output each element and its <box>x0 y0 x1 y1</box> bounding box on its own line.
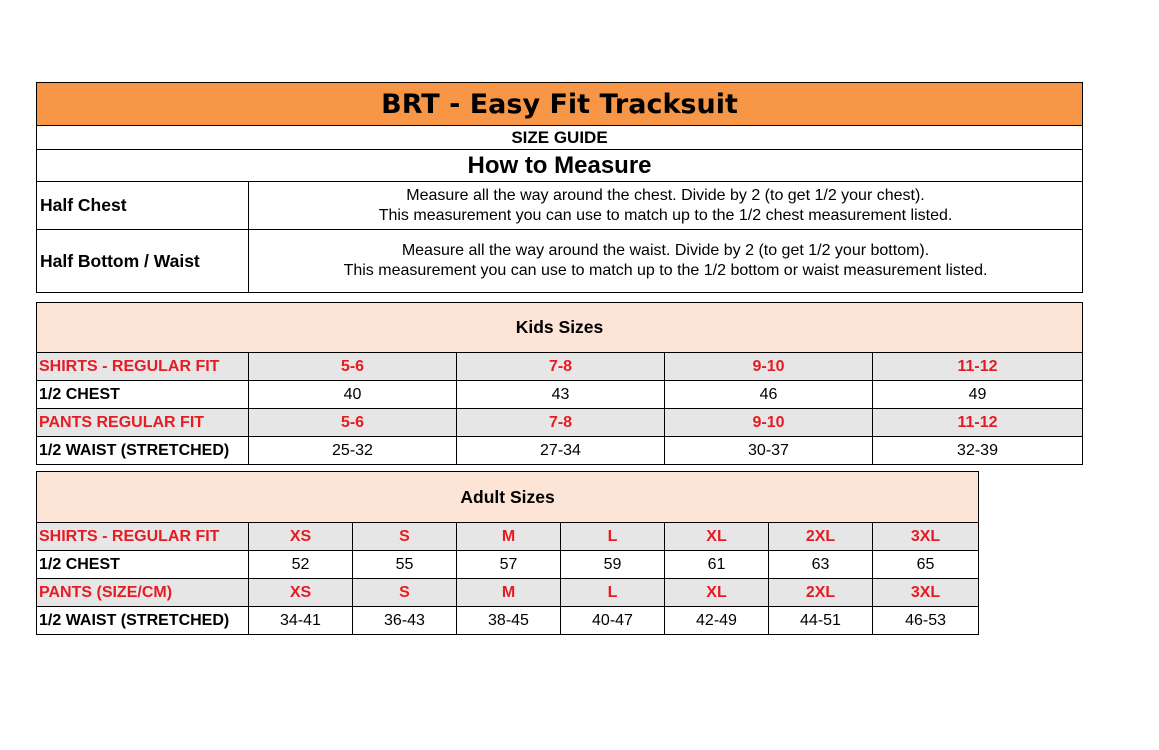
size-cell: 5-6 <box>249 353 457 381</box>
how-to-measure-heading: How to Measure <box>37 150 1083 182</box>
measure-guide-table <box>36 82 1083 293</box>
measure-description-line: Measure all the way around the chest. Divide by 2 (to get 1/2 your chest). <box>406 186 925 204</box>
measure-label: Half Chest <box>37 182 249 230</box>
table-row <box>37 381 1083 409</box>
value-cell: 43 <box>457 381 665 409</box>
measure-label: Half Bottom / Waist <box>37 230 249 293</box>
measure-description <box>249 182 1083 230</box>
size-cell: 9-10 <box>665 353 873 381</box>
size-cell: 11-12 <box>873 409 1083 437</box>
table-row <box>37 551 979 579</box>
measure-row-half-chest <box>37 182 1083 230</box>
size-cell: 5-6 <box>249 409 457 437</box>
value-cell: 32-39 <box>873 437 1083 465</box>
measure-description <box>249 230 1083 293</box>
measure-row-half-waist <box>37 230 1083 293</box>
value-cell: 34-41 <box>249 607 353 635</box>
kids-sizes-heading: Kids Sizes <box>37 303 1083 353</box>
size-cell: XS <box>249 579 353 607</box>
row-label: PANTS (SIZE/CM) <box>37 579 249 607</box>
size-cell: XL <box>665 579 769 607</box>
size-cell: 2XL <box>769 579 873 607</box>
value-cell: 65 <box>873 551 979 579</box>
size-cell: M <box>457 523 561 551</box>
value-cell: 40-47 <box>561 607 665 635</box>
value-cell: 46 <box>665 381 873 409</box>
value-cell: 40 <box>249 381 457 409</box>
value-cell: 55 <box>353 551 457 579</box>
page-title: BRT - Easy Fit Tracksuit <box>37 83 1083 126</box>
value-cell: 57 <box>457 551 561 579</box>
size-cell: 7-8 <box>457 409 665 437</box>
table-row <box>37 607 979 635</box>
table-row <box>37 409 1083 437</box>
row-label: PANTS REGULAR FIT <box>37 409 249 437</box>
value-cell: 46-53 <box>873 607 979 635</box>
adult-size-table <box>36 471 979 635</box>
value-cell: 27-34 <box>457 437 665 465</box>
size-cell: S <box>353 579 457 607</box>
value-cell: 42-49 <box>665 607 769 635</box>
value-cell: 49 <box>873 381 1083 409</box>
kids-size-table <box>36 302 1083 465</box>
value-cell: 38-45 <box>457 607 561 635</box>
row-label: 1/2 WAIST (STRETCHED) <box>37 437 249 465</box>
value-cell: 52 <box>249 551 353 579</box>
value-cell: 30-37 <box>665 437 873 465</box>
row-label: 1/2 CHEST <box>37 551 249 579</box>
value-cell: 44-51 <box>769 607 873 635</box>
size-cell: XL <box>665 523 769 551</box>
size-cell: 7-8 <box>457 353 665 381</box>
table-row <box>37 579 979 607</box>
size-cell: 3XL <box>873 579 979 607</box>
size-guide-subtitle: SIZE GUIDE <box>37 126 1083 150</box>
size-cell: XS <box>249 523 353 551</box>
size-cell: M <box>457 579 561 607</box>
size-cell: 2XL <box>769 523 873 551</box>
size-cell: 3XL <box>873 523 979 551</box>
size-cell: S <box>353 523 457 551</box>
table-row <box>37 353 1083 381</box>
value-cell: 63 <box>769 551 873 579</box>
size-cell: 11-12 <box>873 353 1083 381</box>
table-row <box>37 523 979 551</box>
value-cell: 59 <box>561 551 665 579</box>
value-cell: 61 <box>665 551 769 579</box>
row-label: SHIRTS - REGULAR FIT <box>37 523 249 551</box>
size-cell: L <box>561 579 665 607</box>
value-cell: 36-43 <box>353 607 457 635</box>
row-label: 1/2 CHEST <box>37 381 249 409</box>
size-cell: L <box>561 523 665 551</box>
value-cell: 25-32 <box>249 437 457 465</box>
row-label: 1/2 WAIST (STRETCHED) <box>37 607 249 635</box>
measure-description-line: This measurement you can use to match up to the 1/2 bottom or waist measurement listed. <box>343 262 988 279</box>
adult-sizes-heading: Adult Sizes <box>37 472 979 523</box>
row-label: SHIRTS - REGULAR FIT <box>37 353 249 381</box>
size-cell: 9-10 <box>665 409 873 437</box>
measure-description-line: Measure all the way around the waist. Divide by 2 (to get 1/2 your bottom). <box>401 242 930 259</box>
measure-description-line: This measurement you can use to match up to the 1/2 chest measurement listed. <box>378 206 953 224</box>
table-row <box>37 437 1083 465</box>
